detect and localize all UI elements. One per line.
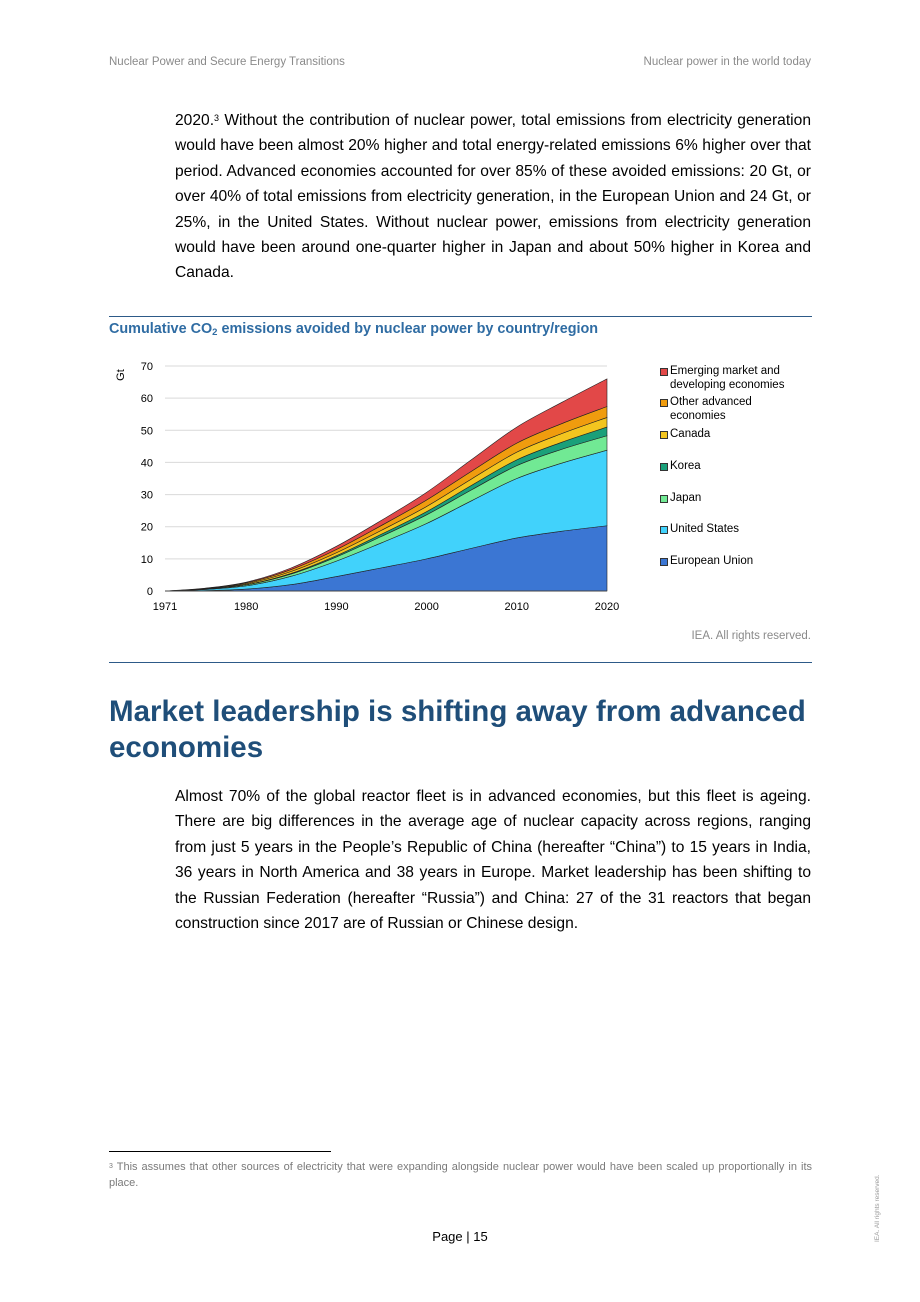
legend-label: Korea <box>670 460 701 472</box>
legend-item-japan <box>660 491 701 505</box>
legend-swatch <box>660 399 668 407</box>
intro-text: Without the contribution of nuclear power, total emissions from electricity generation would have been almost 20% higher and total energy-related emissions 6% higher over that period. Advanced economies accounted for over 85% of these avoided emissions: 20 Gt, or over 40% of total emissions from electricity generation, in the European Union and 24 Gt, or 25%, in the United States. Without nuclear power, emissions from electricity generation would have been around one-quarter higher in Japan and about 50% higher in Korea and Canada. <box>175 112 811 282</box>
legend-label: United States <box>670 523 740 535</box>
legend-label-cont: economies <box>670 410 726 422</box>
legend-item-emerging-market-and <box>660 364 784 392</box>
y-axis-label: Gt <box>115 369 127 381</box>
x-tick-label-1980: 1980 <box>233 601 259 613</box>
footnote-ref[interactable]: 3 <box>214 113 220 123</box>
legend-swatch <box>660 558 668 566</box>
legend-swatch <box>660 526 668 534</box>
y-tick-label-10: 10 <box>140 553 153 566</box>
intro-paragraph <box>175 108 811 286</box>
stacked-area-chart <box>109 355 639 620</box>
y-tick-label-60: 60 <box>140 393 153 406</box>
side-watermark: IEA. All rights reserved. <box>874 1174 881 1242</box>
figure-bottom-rule <box>109 662 812 663</box>
y-tick-label-40: 40 <box>140 457 153 470</box>
legend-item-canada <box>660 427 710 441</box>
legend-swatch <box>660 368 668 376</box>
section-heading: Market leadership is shifting away from advanced economies <box>109 695 806 764</box>
x-tick-label-2010: 2010 <box>504 601 530 613</box>
legend-swatch <box>660 431 668 439</box>
section-paragraph: Almost 70% of the global reactor fleet is in advanced economies, but this fleet is ageing. There are big differences in the average age of nuclear capacity across regions, ranging from just 5 years in the People’s Republic of China (hereafter “China”) to 15 years in India, 36 years in North America and 38 years in Europe. Market leadership has been shifting to the Russian Federation (hereafter “Russia”) and China: 27 of the 31 reactors that began construction since 2017 are of Russian or Chinese design. <box>175 788 811 933</box>
legend-item-other-advanced <box>660 395 752 423</box>
x-tick-label-2000: 2000 <box>414 601 439 613</box>
legend-item-european-union <box>660 554 753 568</box>
legend-swatch <box>660 495 668 503</box>
y-tick-label-70: 70 <box>140 361 153 373</box>
figure-top-rule <box>109 316 812 317</box>
legend-item-korea <box>660 459 701 473</box>
legend-label-cont: developing economies <box>670 379 785 391</box>
figure-rights: IEA. All rights reserved. <box>691 630 811 642</box>
footnote <box>109 1160 812 1191</box>
legend-label: Emerging market and <box>670 365 780 377</box>
y-tick-label-0: 0 <box>146 586 153 598</box>
legend-label: Canada <box>670 428 711 440</box>
legend-swatch <box>660 463 668 471</box>
x-tick-label-1990: 1990 <box>324 601 349 613</box>
footnote-text: This assumes that other sources of electricity that were expanding alongside nuclear power would have been scaled up proportionally in its place. <box>109 1161 812 1189</box>
y-tick-label-50: 50 <box>140 425 153 438</box>
legend-label: Other advanced <box>670 396 752 408</box>
legend-item-united-states <box>660 522 739 536</box>
legend-label: European Union <box>670 555 754 567</box>
figure-title: Cumulative $CO_2$ emissions avoided by nuclear power by country/region <box>109 321 599 338</box>
footnote-number: 3 <box>109 1163 113 1170</box>
y-tick-label-30: 30 <box>140 489 153 502</box>
legend-label: Japan <box>670 492 702 504</box>
x-tick-label-2020: 2020 <box>594 601 620 613</box>
intro-year: 2020. <box>175 112 215 129</box>
running-header-section: Nuclear power in the world today <box>643 56 811 68</box>
page-number: Page | 15 <box>432 1229 488 1244</box>
y-tick-label-20: 20 <box>140 521 153 534</box>
x-tick-label-1971: 1971 <box>152 601 178 613</box>
running-header-title: Nuclear Power and Secure Energy Transitions <box>109 56 345 68</box>
footnote-divider <box>109 1151 331 1152</box>
